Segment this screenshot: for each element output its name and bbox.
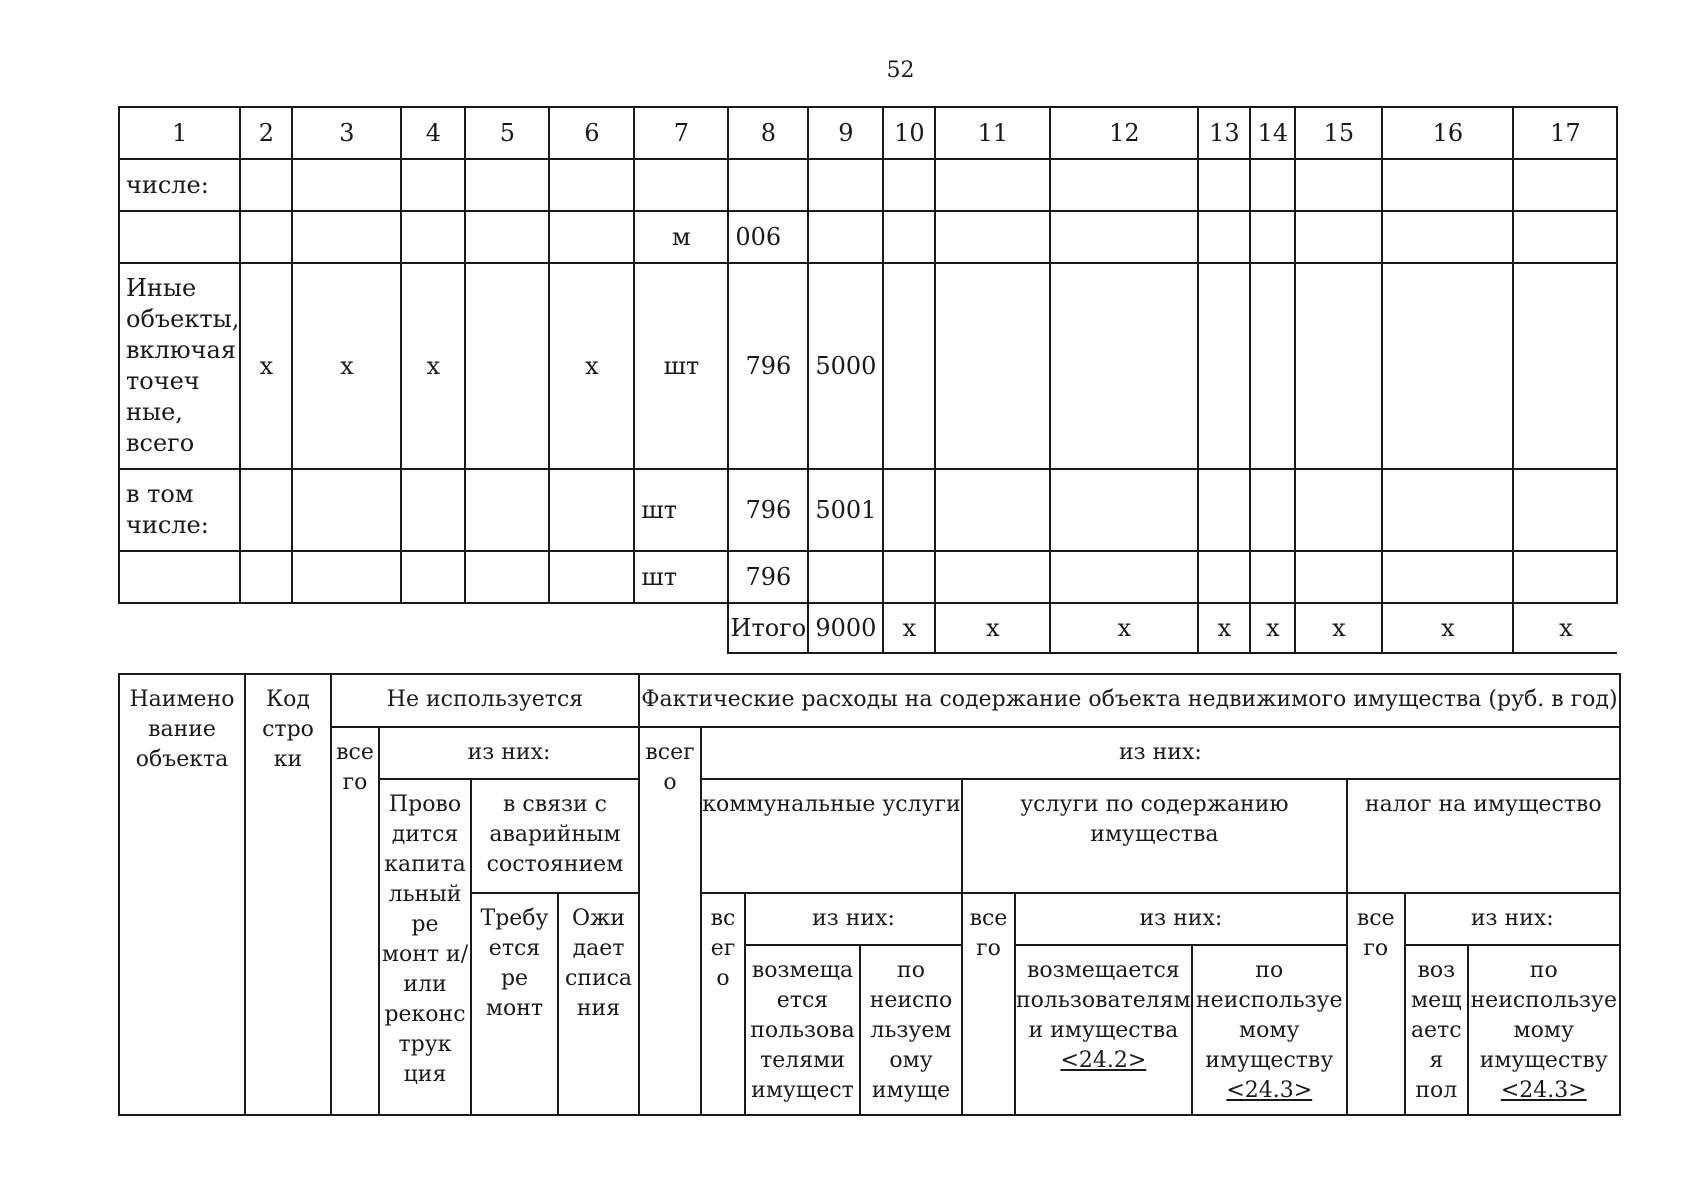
col-header: 16 xyxy=(1382,107,1513,159)
line-code-cell: 5001 xyxy=(808,469,883,551)
col-header: 15 xyxy=(1295,107,1382,159)
total-row xyxy=(119,603,1617,653)
utilities-total-header: вс ег о xyxy=(701,893,745,1115)
tax-total-header: все го xyxy=(1347,893,1405,1115)
lower-table xyxy=(118,673,1621,1116)
header-row xyxy=(119,107,1617,159)
table-row xyxy=(119,263,1617,469)
tax-reimbursed-header: воз мещ аетс я пол xyxy=(1405,945,1468,1115)
maintenance-reimbursed-header xyxy=(1015,945,1192,1115)
x-mark: х xyxy=(292,263,401,469)
footnote-link-24-3[interactable]: <24.3> xyxy=(1500,1078,1587,1103)
unit-cell: шт xyxy=(634,551,728,603)
col-header: 5 xyxy=(465,107,549,159)
x-mark: х xyxy=(240,263,292,469)
maintenance-unused-text: по неиспользуе мому имуществу xyxy=(1196,958,1343,1073)
unit-code-cell: 796 xyxy=(728,469,808,551)
col-header: 4 xyxy=(401,107,465,159)
x-mark: х xyxy=(1382,603,1513,653)
expenses-total-header: всег о xyxy=(639,727,701,1115)
tax-unused-header xyxy=(1468,945,1620,1115)
capital-repair-header: Прово дится капита льный ре монт и/или реконс трук ция xyxy=(379,779,471,1115)
line-code-header: Код стро ки xyxy=(245,674,331,1115)
unit-code-cell: 006 xyxy=(728,211,808,263)
total-label: Итого xyxy=(728,603,808,653)
row-label: в том числе: xyxy=(119,469,240,551)
col-header: 9 xyxy=(808,107,883,159)
not-used-of-them-header: из них: xyxy=(379,727,639,779)
x-mark: х xyxy=(1250,603,1295,653)
col-header: 17 xyxy=(1513,107,1617,159)
footnote-link-24-2[interactable]: <24.2> xyxy=(1060,1048,1147,1073)
row-label: числе: xyxy=(119,159,240,211)
maintenance-reimbursed-text: возмещается пользователям и имущества xyxy=(1016,958,1191,1043)
emergency-header: в связи с аварийным состоянием xyxy=(471,779,639,893)
not-used-total-header: все го xyxy=(331,727,379,1115)
table-row xyxy=(119,551,1617,603)
property-tax-header: налог на имущество xyxy=(1347,779,1620,893)
unit-cell: шт xyxy=(634,469,728,551)
unit-cell: м xyxy=(634,211,728,263)
maintenance-unused-header xyxy=(1192,945,1347,1115)
maintenance-header: услуги по содержанию имущества xyxy=(962,779,1347,893)
col-header: 13 xyxy=(1198,107,1250,159)
line-code-cell: 5000 xyxy=(808,263,883,469)
maintenance-total-header: все го xyxy=(962,893,1015,1115)
unit-code-cell: 796 xyxy=(728,263,808,469)
table-row xyxy=(119,211,1617,263)
tax-unused-text: по неиспользуе мому имуществу xyxy=(1470,958,1618,1073)
repair-needed-header: Требу ется ре монт xyxy=(471,893,558,1115)
col-header: 11 xyxy=(935,107,1050,159)
tax-of-them-header: из них: xyxy=(1405,893,1620,945)
x-mark: х xyxy=(549,263,634,469)
col-header: 10 xyxy=(883,107,935,159)
object-name-header: Наимено вание объекта xyxy=(119,674,245,1115)
footnote-link-24-3[interactable]: <24.3> xyxy=(1226,1078,1313,1103)
upper-table xyxy=(118,106,1618,654)
col-header: 14 xyxy=(1250,107,1295,159)
x-mark: х xyxy=(1198,603,1250,653)
utilities-header: коммунальные услуги xyxy=(701,779,962,893)
unit-code-cell: 796 xyxy=(728,551,808,603)
col-header: 6 xyxy=(549,107,634,159)
unit-cell: шт xyxy=(634,263,728,469)
col-header: 1 xyxy=(119,107,240,159)
not-used-header: Не используется xyxy=(331,674,639,727)
col-header: 3 xyxy=(292,107,401,159)
x-mark: х xyxy=(1050,603,1198,653)
col-header: 12 xyxy=(1050,107,1198,159)
x-mark: х xyxy=(401,263,465,469)
row-label: Иные объекты, включая точеч ные, всего xyxy=(119,263,240,469)
page-number: 52 xyxy=(886,58,915,83)
maintenance-of-them-header: из них: xyxy=(1015,893,1347,945)
x-mark: х xyxy=(1295,603,1382,653)
actual-expenses-header: Фактические расходы на содержание объекта недвижимого имущества (руб. в год) xyxy=(639,674,1620,727)
awaiting-writeoff-header: Ожи дает списа ния xyxy=(558,893,639,1115)
total-code: 9000 xyxy=(808,603,883,653)
col-header: 7 xyxy=(634,107,728,159)
expenses-of-them-header: из них: xyxy=(701,727,1620,779)
utilities-of-them-header: из них: xyxy=(745,893,962,945)
col-header: 8 xyxy=(728,107,808,159)
utilities-unused-header: по неиспо льзуем ому имуще xyxy=(860,945,962,1115)
table-row xyxy=(119,159,1617,211)
x-mark: х xyxy=(883,603,935,653)
col-header: 2 xyxy=(240,107,292,159)
x-mark: х xyxy=(935,603,1050,653)
table-row xyxy=(119,469,1617,551)
x-mark: х xyxy=(1513,603,1617,653)
utilities-reimbursed-header: возмеща ется пользова телями имущест xyxy=(745,945,860,1115)
